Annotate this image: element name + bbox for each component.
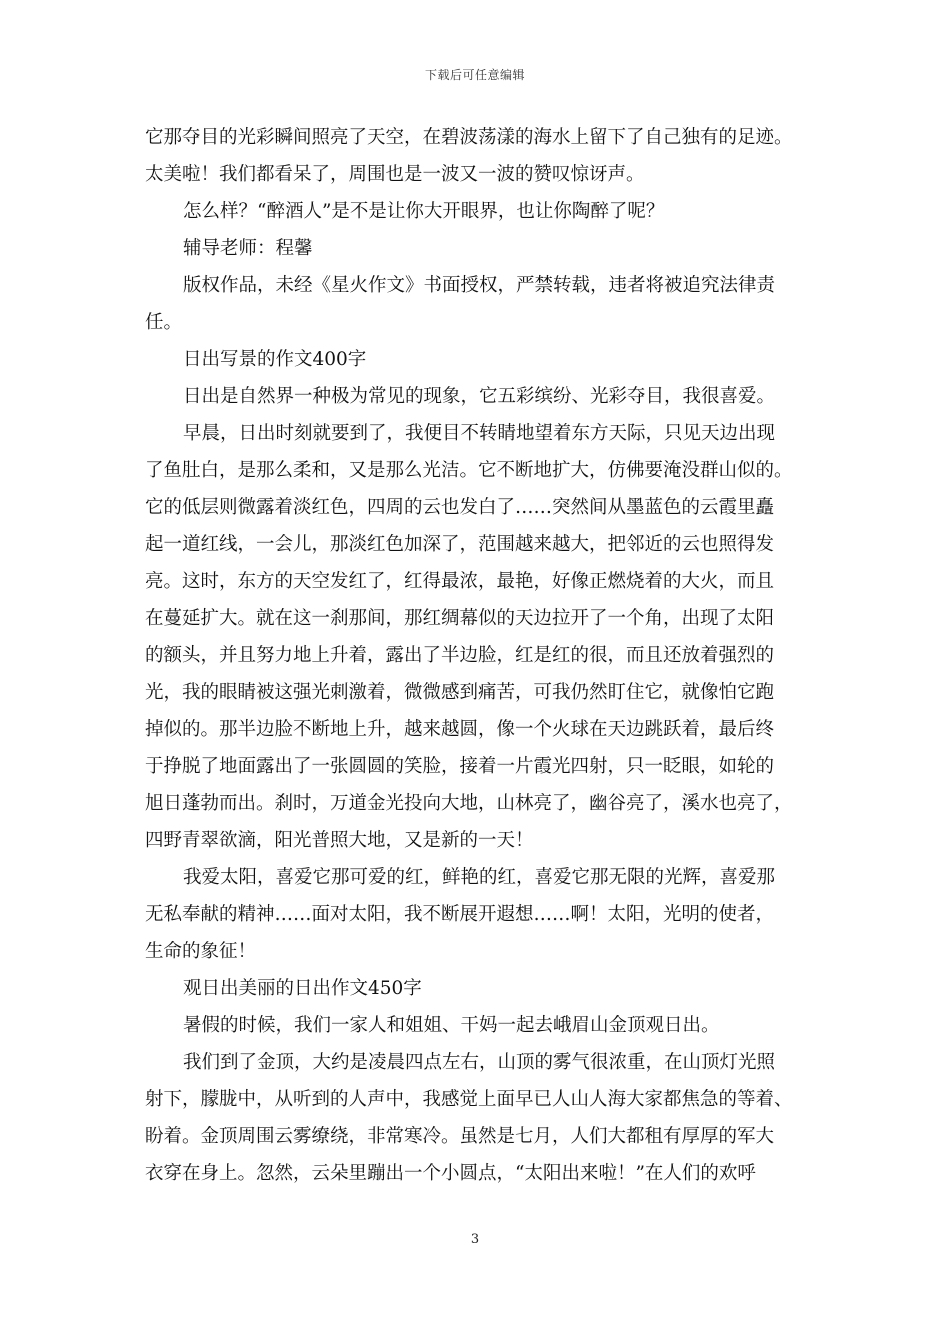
page-header: 下载后可任意编辑	[424, 68, 525, 82]
text-line: 四野青翠欲滴，阳光普照大地，又是新的一天！	[145, 830, 534, 851]
page-number: 3	[470, 1232, 480, 1247]
text-line: 太美啦！我们都看呆了，周围也是一波又一波的赞叹惊讶声。	[145, 164, 645, 185]
section-title: 日出写景的作文400字	[183, 349, 367, 370]
text-line: 旭日蓬勃而出。刹时，万道金光投向大地，山林亮了，幽谷亮了，溪水也亮了，	[145, 793, 793, 814]
text-line: 光，我的眼睛被这强光刺激着，微微感到痛苦，可我仍然盯住它，就像怕它跑	[145, 682, 775, 703]
text-line: 我爱太阳，喜爱它那可爱的红，鲜艳的红，喜爱它那无限的光辉，喜爱那	[183, 867, 776, 888]
text-line: 暑假的时候，我们一家人和姐姐、干妈一起去峨眉山金顶观日出。	[183, 1015, 720, 1036]
section-title: 观日出美丽的日出作文450字	[183, 978, 422, 999]
text-line: 版权作品，未经《星火作文》书面授权，严禁转载，违者将被追究法律责	[183, 275, 776, 296]
text-line: 起一道红线，一会儿，那淡红色加深了，范围越来越大，把邻近的云也照得发	[145, 534, 775, 555]
text-line: 我们到了金顶，大约是凌晨四点左右，山顶的雾气很浓重，在山顶灯光照	[183, 1052, 776, 1073]
document-body	[145, 123, 810, 1196]
text-line: 生命的象征！	[145, 941, 257, 962]
text-line: 的额头，并且努力地上升着，露出了半边脸，红是红的很，而且还放着强烈的	[145, 645, 775, 666]
text-line: 早晨，日出时刻就要到了，我便目不转睛地望着东方天际，只见天边出现	[183, 423, 776, 444]
text-line: 它那夺目的光彩瞬间照亮了天空，在碧波荡漾的海水上留下了自己独有的足迹。	[145, 127, 793, 148]
text-line: 辅导老师：程馨	[183, 238, 313, 259]
text-line: 于挣脱了地面露出了一张圆圆的笑脸，接着一片霞光四射，只一眨眼，如轮的	[145, 756, 775, 777]
text-line: 盼着。金顶周围云雾缭绕，非常寒冷。虽然是七月，人们大都租有厚厚的军大	[145, 1126, 775, 1147]
text-line: 掉似的。那半边脸不断地上升，越来越圆，像一个火球在天边跳跃着，最后终	[145, 719, 775, 740]
text-line: 亮。这时，东方的天空发红了，红得最浓，最艳，好像正燃烧着的大火，而且	[145, 571, 775, 592]
text-line: 它的低层则微露着淡红色，四周的云也发白了……突然间从墨蓝色的云霞里矗	[145, 497, 775, 518]
text-line: 在蔓延扩大。就在这一刹那间，那红绸幕似的天边拉开了一个角，出现了太阳	[145, 608, 775, 629]
text-line: 日出是自然界一种极为常见的现象，它五彩缤纷、光彩夺目，我很喜爱。	[183, 386, 776, 407]
text-line: 任。	[145, 312, 183, 333]
text-line: 了鱼肚白，是那么柔和，又是那么光洁。它不断地扩大，仿佛要淹没群山似的。	[145, 460, 793, 481]
text-line: 衣穿在身上。忽然，云朵里蹦出一个小圆点，“太阳出来啦！”在人们的欢呼	[145, 1163, 756, 1184]
text-line: 射下，朦胧中，从听到的人声中，我感觉上面早已人山人海大家都焦急的等着、	[145, 1089, 793, 1110]
text-line: 无私奉献的精神……面对太阳，我不断展开遐想……啊！太阳，光明的使者，	[145, 904, 775, 925]
text-line: 怎么样？“醉酒人”是不是让你大开眼界，也让你陶醉了呢？	[183, 201, 665, 222]
